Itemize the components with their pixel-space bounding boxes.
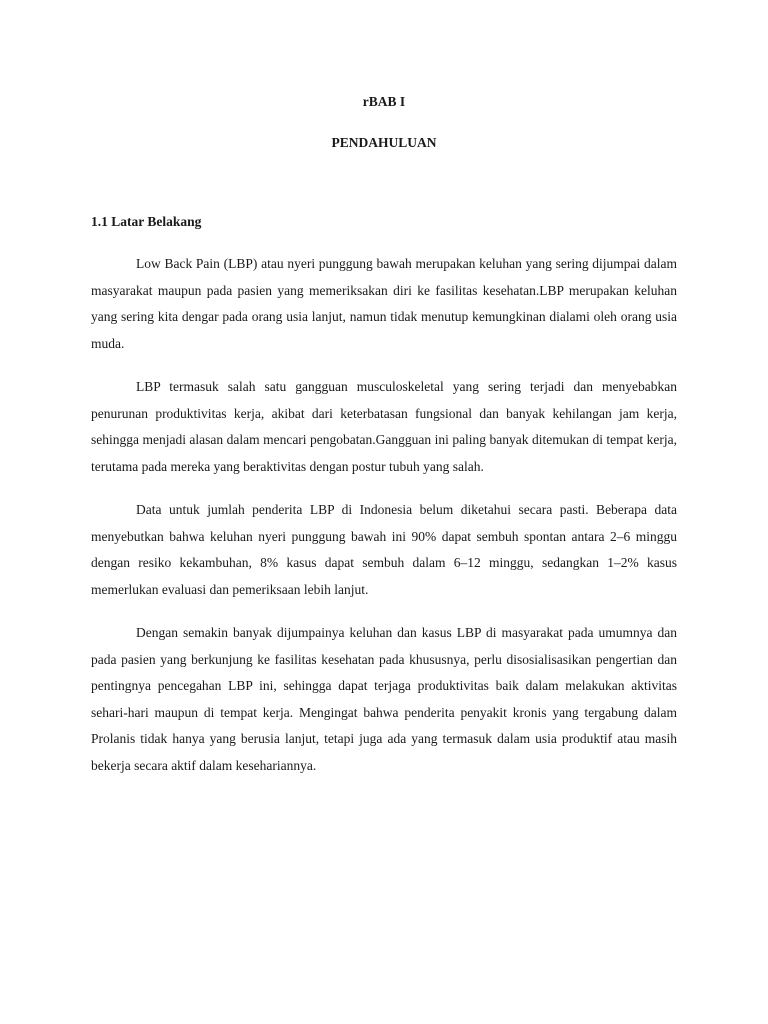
paragraph-3: Data untuk jumlah penderita LBP di Indonesia belum diketahui secara pasti. Beberapa data menyebutkan bahwa keluhan nyeri punggung bawah ini 90% dapat sembuh spontan antara 2–6 minggu dengan resiko kekambuhan, 8% kasus dapat sembuh dalam 6–12 minggu, sedangkan 1–2% kasus memerlukan evaluasi dan pemeriksaan lebih lanjut.: [91, 502, 677, 597]
body-text: [91, 251, 677, 796]
paragraph-4: Dengan semakin banyak dijumpainya keluhan dan kasus LBP di masyarakat pada umumnya dan pada pasien yang berkunjung ke fasilitas kesehatan pada khususnya, perlu disosialisasikan pengertian dan pentingnya pencegahan LBP ini, sehingga dapat terjaga produktivitas baik dalam melakukan aktivitas sehari-hari maupun di tempat kerja. Mengingat bahwa penderita penyakit kronis yang tergabung dalam Prolanis tidak hanya yang berusia lanjut, tetapi juga ada yang termasuk dalam usia produktif atau masih bekerja secara aktif dalam kesehariannya.: [91, 625, 677, 773]
chapter-label: rBAB I: [362, 94, 406, 109]
chapter-title: PENDAHULUAN: [331, 135, 437, 150]
paragraph-1: Low Back Pain (LBP) atau nyeri punggung bawah merupakan keluhan yang sering dijumpai dalam masyarakat maupun pada pasien yang memeriksakan diri ke fasilitas kesehatan.LBP merupakan keluhan yang sering kita dengar pada orang usia lanjut, namun tidak menutup kemungkinan dialami oleh orang usia muda.: [91, 256, 677, 351]
section-heading: 1.1 Latar Belakang: [91, 214, 202, 229]
paragraph-2: LBP termasuk salah satu gangguan musculoskeletal yang sering terjadi dan menyebabkan penurunan produktivitas kerja, akibat dari keterbatasan fungsional dan banyak kehilangan jam kerja, sehingga menjadi alasan dalam mencari pengobatan.Gangguan ini paling banyak ditemukan di tempat kerja, terutama pada mereka yang beraktivitas dengan postur tubuh yang salah.: [91, 379, 677, 474]
